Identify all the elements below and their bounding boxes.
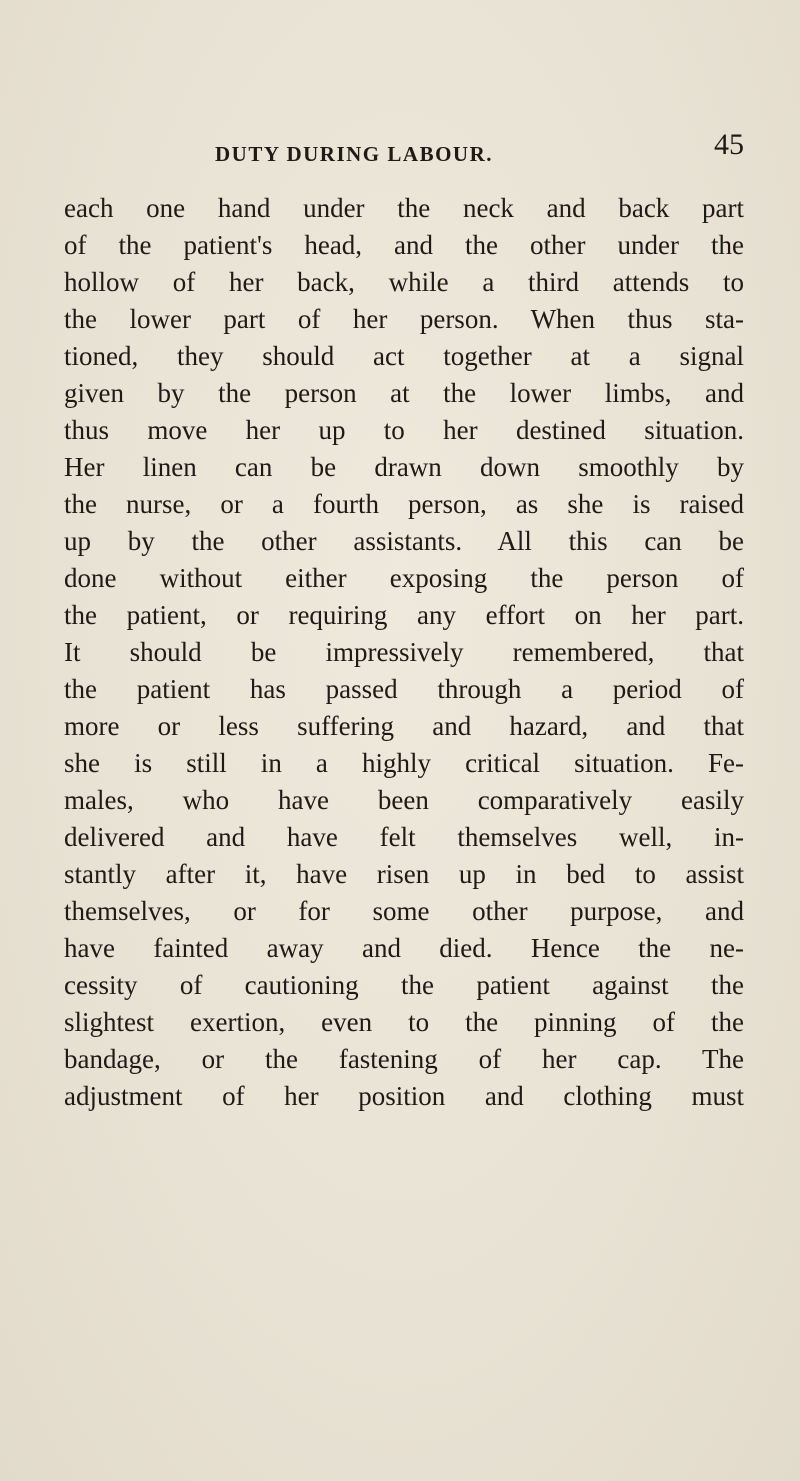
page-number: 45 (714, 128, 744, 161)
text-line: slightest exertion, even to the pinning of the (64, 1007, 744, 1037)
text-line: the patient, or requiring any effort on her part. (64, 600, 744, 630)
text-line: given by the person at the lower limbs, and (64, 378, 744, 408)
text-line: done without either exposing the person of (64, 563, 744, 593)
text-line: themselves, or for some other purpose, and (64, 896, 744, 926)
text-line: males, who have been comparatively easily (64, 785, 744, 815)
body-text (64, 190, 744, 1115)
text-line: more or less suffering and hazard, and that (64, 711, 744, 741)
text-line: cessity of cautioning the patient against the (64, 970, 744, 1000)
text-line: each one hand under the neck and back part (64, 193, 744, 223)
text-line: bandage, or the fastening of her cap. The (64, 1044, 744, 1074)
text-line: It should be impressively remembered, that (64, 637, 744, 667)
text-line: Her linen can be drawn down smoothly by (64, 452, 744, 482)
text-line: up by the other assistants. All this can be (64, 526, 744, 556)
text-line: of the patient's head, and the other under the (64, 230, 744, 260)
text-line: tioned, they should act together at a signal (64, 341, 744, 371)
text-line: the lower part of her person. When thus sta- (64, 304, 744, 334)
text-line: have fainted away and died. Hence the ne- (64, 933, 744, 963)
text-line: the nurse, or a fourth person, as she is raised (64, 489, 744, 519)
running-head (64, 128, 744, 168)
text-line: she is still in a highly critical situation. Fe- (64, 748, 744, 778)
text-line: delivered and have felt themselves well, in- (64, 822, 744, 852)
text-line: adjustment of her position and clothing must (64, 1081, 744, 1111)
running-title: DUTY DURING LABOUR. (215, 142, 493, 166)
text-line: thus move her up to her destined situation. (64, 415, 744, 445)
text-line: stantly after it, have risen up in bed to assist (64, 859, 744, 889)
text-line: hollow of her back, while a third attends to (64, 267, 744, 297)
text-line: the patient has passed through a period of (64, 674, 744, 704)
